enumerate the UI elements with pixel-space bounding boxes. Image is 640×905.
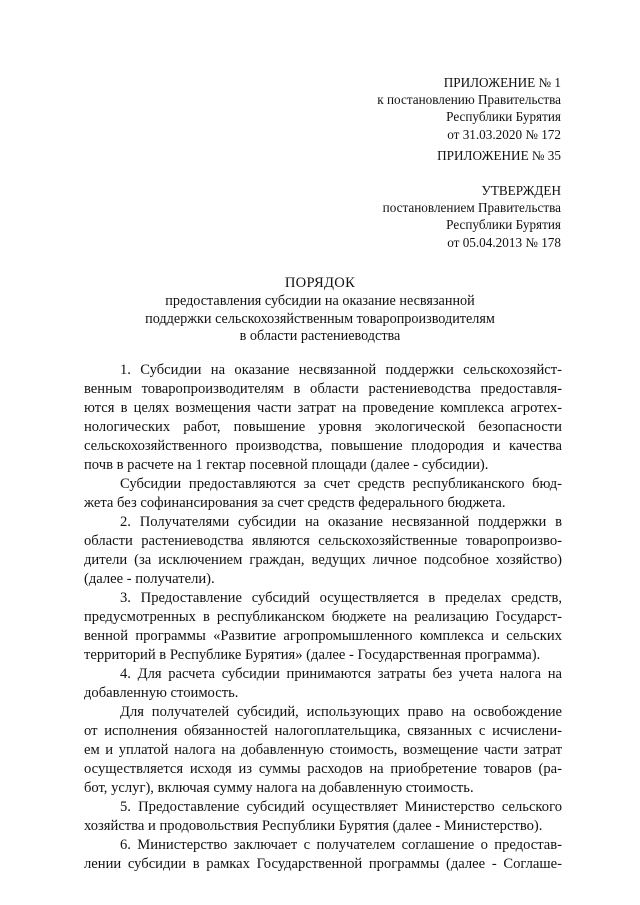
- paragraph-5: [84, 798, 562, 836]
- approval-word: УТВЕРЖДЕН: [481, 183, 561, 198]
- text-line: Субсидии предоставляются за счет средств республиканского бюд-: [120, 476, 562, 492]
- document-body: [84, 361, 562, 874]
- text-line: почв в расчете на 1 гектар посевной площади (далее - субсидии).: [84, 457, 489, 473]
- text-line: хозяйства и продовольствия Республики Бурятия (далее - Министерство).: [84, 818, 543, 834]
- approval-date: от 05.04.2013 № 178: [447, 234, 561, 250]
- paragraph-1-funding: [84, 475, 562, 513]
- text-line: сельскохозяйственного производства, повышение плодородия и качества: [84, 438, 562, 454]
- text-line: ются в целях возмещения части затрат на проведение комплекса агротех-: [84, 400, 562, 416]
- text-line: 3. Предоставление субсидий осуществляется в пределах средств,: [120, 590, 562, 606]
- appendix-35-number: ПРИЛОЖЕНИЕ № 35: [437, 148, 561, 163]
- text-line: жета без софинансирования за счет средств федерального бюджета.: [84, 495, 506, 511]
- paragraph-6: [84, 836, 562, 874]
- text-line: дители (за исключением граждан, ведущих личное подсобное хозяйство): [84, 552, 562, 568]
- text-line: ем и уплатой налога на добавленную стоимость, возмещение части затрат: [84, 742, 562, 758]
- text-line: 4. Для расчета субсидии принимаются затраты без учета налога на: [120, 666, 562, 682]
- appendix-35-header: [437, 147, 561, 164]
- approval-block: [383, 182, 561, 251]
- text-line: (далее - получатели).: [84, 571, 215, 587]
- paragraph-4-vat-exemption: [84, 703, 562, 798]
- approval-authority: Республики Бурятия: [446, 217, 561, 233]
- text-line: венным товаропроизводителям в области растениеводства предоставля-: [84, 381, 562, 397]
- paragraph-3: [84, 589, 562, 665]
- text-line: Для получателей субсидий, использующих право на освобождение: [120, 704, 562, 720]
- paragraph-1: [84, 361, 562, 475]
- appendix-1-reference: к постановлению Правительства: [377, 92, 561, 108]
- text-line: от исполнения обязанностей налогоплательщика, связанных с исчислени-: [84, 723, 562, 739]
- document-subtitle: [0, 293, 640, 346]
- text-line: венной программы «Развитие агропромышленного комплекса и сельских: [84, 628, 562, 644]
- text-line: добавленную стоимость.: [84, 685, 239, 701]
- appendix-1-number: ПРИЛОЖЕНИЕ № 1: [443, 75, 561, 90]
- text-line: нологических работ, повышение уровня экологической безопасности: [84, 419, 562, 435]
- text-line: 2. Получателями субсидии на оказание несвязанной поддержки в: [120, 514, 562, 530]
- paragraph-4: [84, 665, 562, 703]
- text-line: 5. Предоставление субсидий осуществляет Министерство сельского: [120, 799, 562, 815]
- appendix-1-date: от 31.03.2020 № 172: [447, 126, 561, 142]
- paragraph-2: [84, 513, 562, 589]
- text-line: территорий в Республике Бурятия» (далее - Государственная программа).: [84, 647, 541, 663]
- text-line: 1. Субсидии на оказание несвязанной поддержки сельскохозяйст-: [120, 362, 562, 378]
- appendix-1-header: [377, 74, 561, 143]
- subtitle-line: в области растениеводства: [239, 328, 401, 344]
- appendix-1-authority: Республики Бурятия: [446, 109, 561, 125]
- subtitle-line: предоставления субсидии на оказание несвязанной: [165, 293, 475, 309]
- text-line: 6. Министерство заключает с получателем соглашение о предостав-: [120, 837, 562, 853]
- text-line: бот, услуг), включая сумму налога на добавленную стоимость.: [84, 780, 474, 796]
- text-line: лении субсидии в рамках Государственной программы (далее - Соглаше-: [84, 856, 562, 872]
- text-line: предусмотренных в республиканском бюджете на реализацию Государст-: [84, 609, 562, 625]
- approval-reference: постановлением Правительства: [382, 200, 561, 216]
- text-line: области растениеводства являются сельскохозяйственные товаропроизво-: [84, 533, 562, 549]
- text-line: осуществляется исходя из суммы расходов на приобретение товаров (ра-: [84, 761, 562, 777]
- subtitle-line: поддержки сельскохозяйственным товаропроизводителям: [145, 310, 495, 327]
- document-title: ПОРЯДОК: [284, 275, 356, 291]
